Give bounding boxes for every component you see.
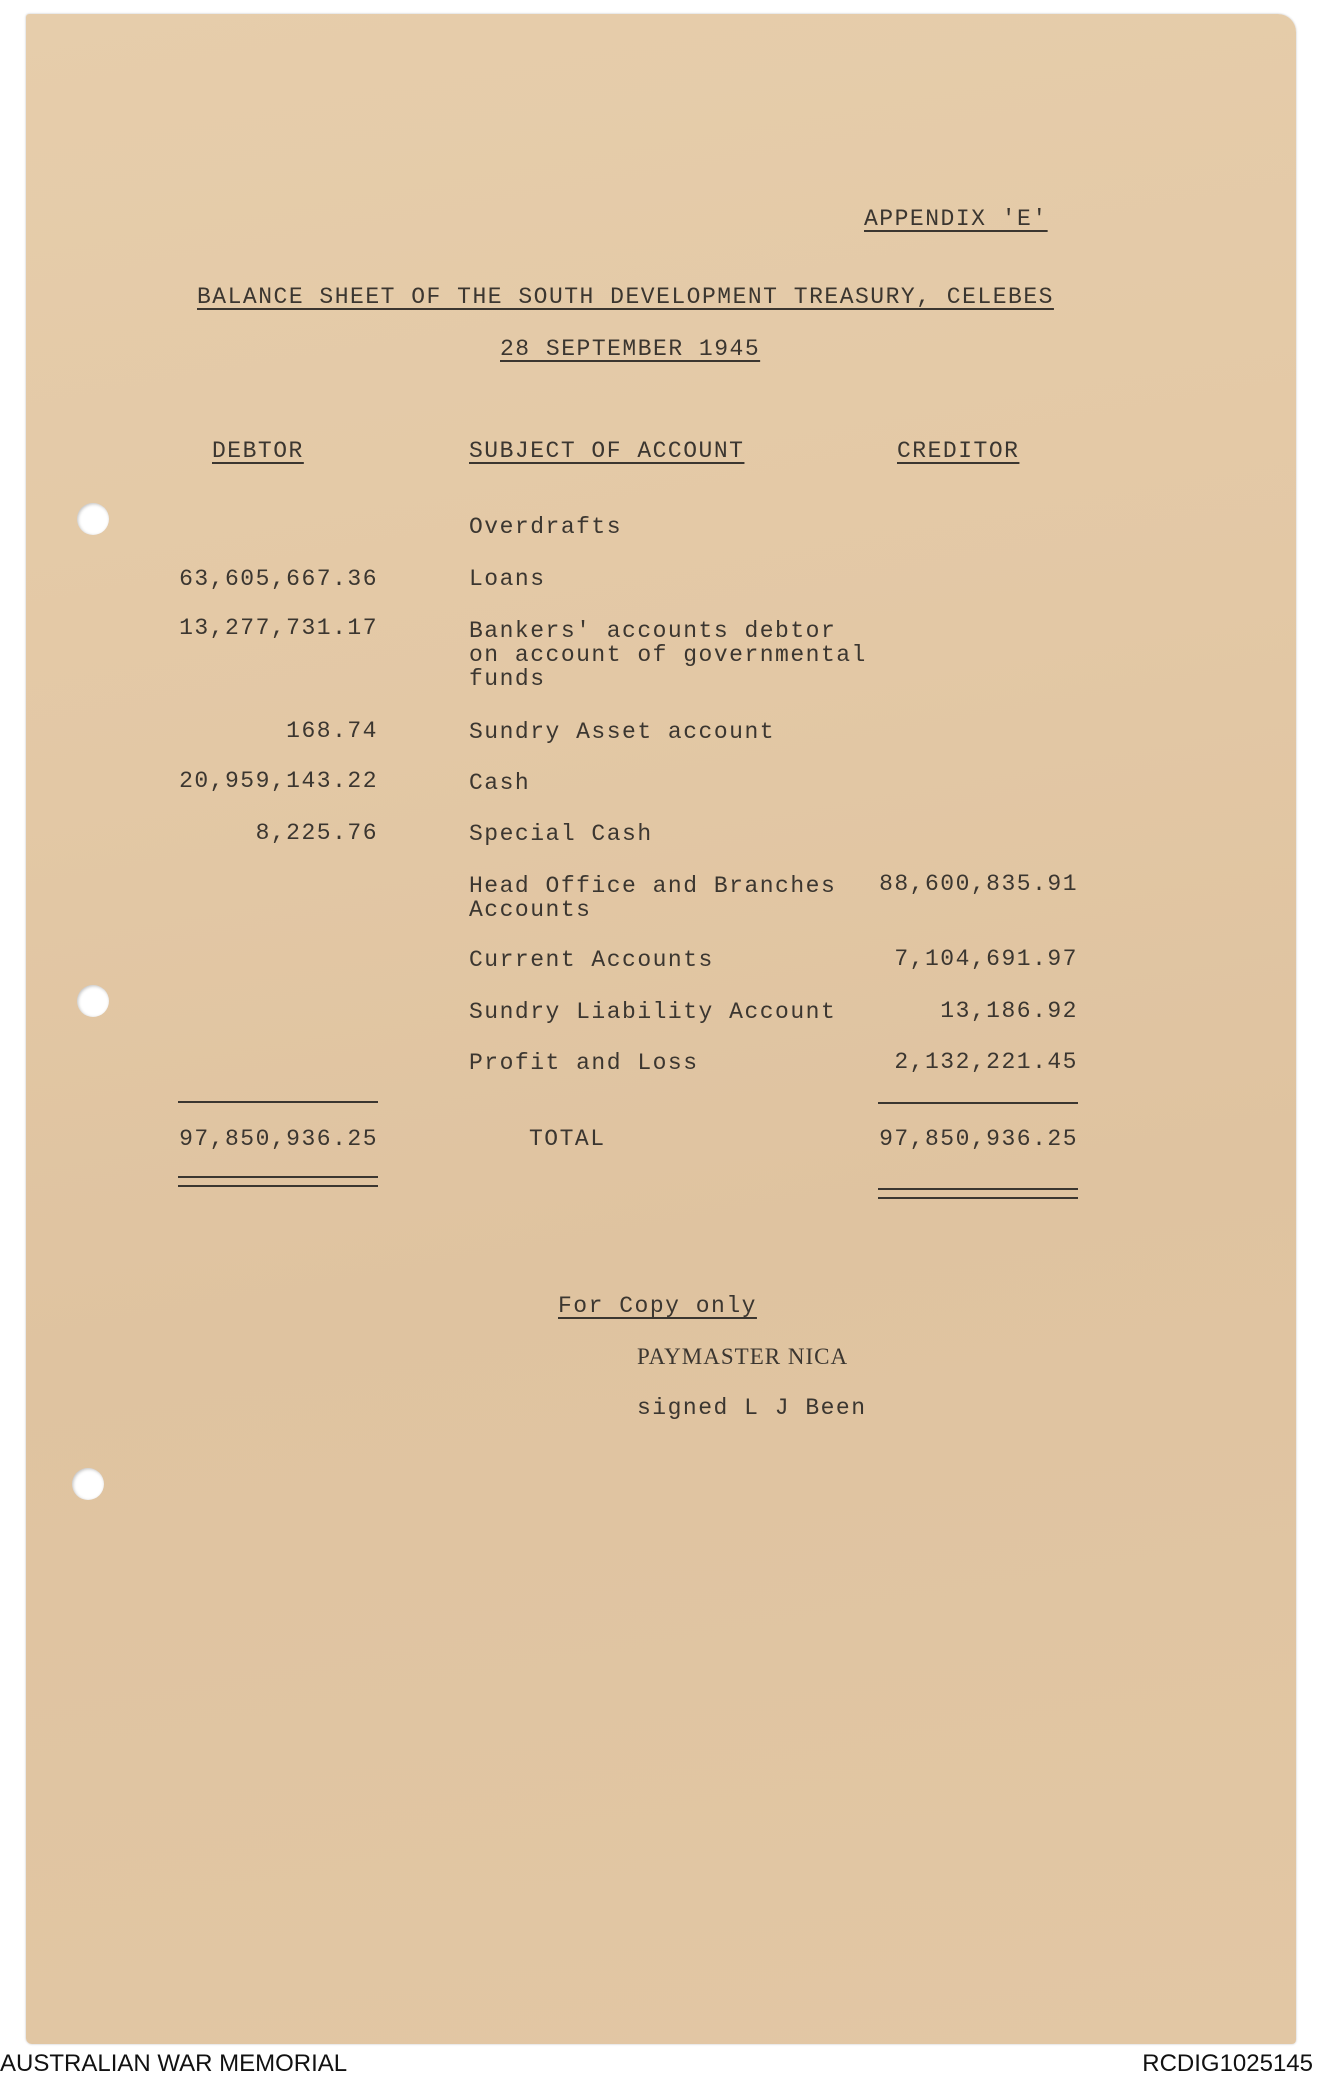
creditor-amount: 13,186.92 [940,998,1078,1024]
punch-hole [77,985,109,1017]
header-subject: SUBJECT OF ACCOUNT [469,438,745,464]
debtor-amount: 168.74 [286,718,378,744]
creditor-amount: 88,600,835.91 [879,871,1078,897]
account-subject: Sundry Asset account [469,719,776,745]
debtor-amount: 13,277,731.17 [179,615,378,641]
appendix-label: APPENDIX 'E' [864,206,1048,232]
subtotal-rule-debtor [178,1101,378,1103]
punch-hole [72,1468,104,1500]
account-subject: Loans [469,566,546,592]
punch-hole [77,503,109,535]
account-subject: Cash [469,770,531,796]
total-label: TOTAL [529,1126,606,1152]
double-rule-debtor [178,1176,378,1178]
header-debtor: DEBTOR [212,438,304,464]
document-date: 28 SEPTEMBER 1945 [500,336,761,362]
creditor-amount: 7,104,691.97 [894,946,1078,972]
footer-reference: RCDIG1025145 [1142,2050,1313,2077]
double-rule-creditor [878,1188,1078,1190]
account-subject: Head Office and Branches Accounts [469,873,837,923]
debtor-amount: 8,225.76 [255,820,378,846]
debtor-amount: 20,959,143.22 [179,768,378,794]
document-title: BALANCE SHEET OF THE SOUTH DEVELOPMENT TREASURY, CELEBES [197,284,1054,310]
header-creditor: CREDITOR [897,438,1020,464]
footer-source: AUSTRALIAN WAR MEMORIAL [0,2050,348,2077]
signature-office: PAYMASTER NICA [637,1344,849,1369]
copy-note: For Copy only [558,1293,757,1319]
document-page [26,14,1296,2044]
account-subject: Special Cash [469,821,653,847]
account-subject: Current Accounts [469,947,714,973]
signature-signed: signed L J Been [637,1395,867,1421]
debtor-amount: 63,605,667.36 [179,566,378,592]
account-subject: Bankers' accounts debtor on account of governmental funds [469,618,867,692]
account-subject: Overdrafts [469,514,623,540]
account-subject: Sundry Liability Account [469,999,837,1025]
subtotal-rule-creditor [878,1102,1078,1104]
total-creditor: 97,850,936.25 [879,1126,1078,1152]
account-subject: Profit and Loss [469,1050,699,1076]
total-debtor: 97,850,936.25 [179,1126,378,1152]
creditor-amount: 2,132,221.45 [894,1049,1078,1075]
double-rule-debtor [178,1185,378,1187]
double-rule-creditor [878,1197,1078,1199]
